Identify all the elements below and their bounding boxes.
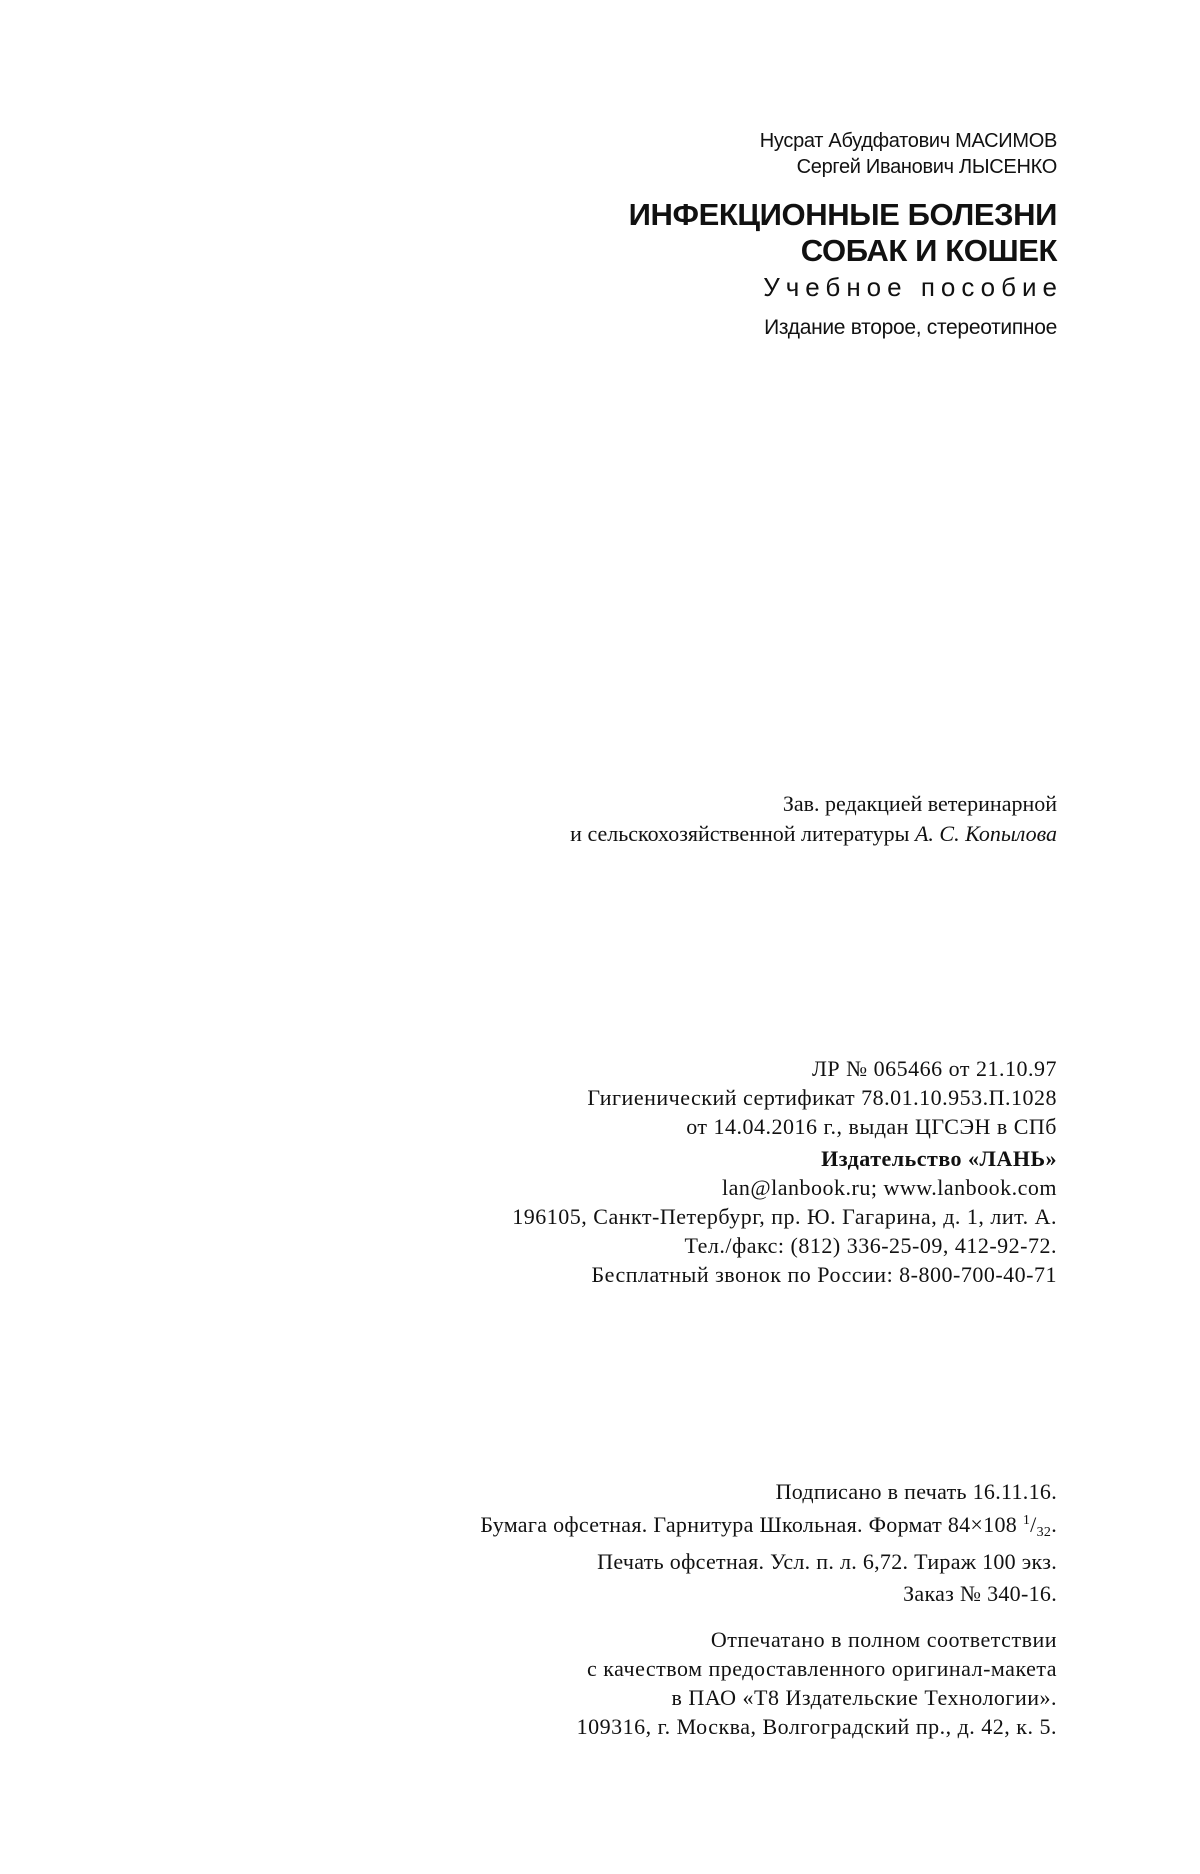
editor-line-prefix: и сельскохозяйственной литературы — [570, 821, 915, 846]
authors-block — [760, 128, 1057, 180]
publisher-name: Издательство «ЛАНЬ» — [821, 1146, 1057, 1171]
license-line: ЛР № 065466 от 21.10.97 — [812, 1056, 1057, 1081]
format-fraction-denominator: 32 — [1036, 1525, 1052, 1540]
license-line: от 14.04.2016 г., выдан ЦГСЭН в СПб — [686, 1114, 1057, 1139]
format-suffix: . — [1051, 1512, 1057, 1537]
print-line: Печать офсетная. Усл. п. л. 6,72. Тираж 100 экз. — [597, 1549, 1057, 1574]
license-line: Гигиенический сертификат 78.01.10.953.П.1028 — [587, 1085, 1057, 1110]
book-title — [629, 197, 1057, 269]
format-line — [480, 1506, 1057, 1547]
editor-line: Зав. редакцией ветеринарной — [782, 791, 1057, 816]
format-fraction-slash: / — [1030, 1512, 1037, 1537]
publisher-line: lan@lanbook.ru; www.lanbook.com — [722, 1175, 1057, 1200]
editor-block — [570, 789, 1057, 849]
editor-line — [570, 819, 1057, 849]
printer-line: в ПАО «Т8 Издательские Технологии». — [671, 1685, 1057, 1710]
print-info-block — [480, 1477, 1057, 1576]
format-prefix: Бумага офсетная. Гарнитура Школьная. Формат 84×108 — [480, 1512, 1023, 1537]
license-block — [587, 1054, 1057, 1141]
edition-text: Издание второе, стереотипное — [764, 316, 1057, 339]
publisher-line: Тел./факс: (812) 336-25-09, 412-92-72. — [684, 1233, 1057, 1258]
editor-name: А. С. Копылова — [914, 821, 1057, 846]
book-title-line: СОБАК И КОШЕК — [800, 233, 1057, 268]
book-type-text: Учебное пособие — [763, 272, 1063, 302]
signed-date: Подписано в печать 16.11.16. — [775, 1479, 1057, 1504]
printer-line: с качеством предоставленного оригинал-макета — [587, 1656, 1057, 1681]
publisher-line: 196105, Санкт-Петербург, пр. Ю. Гагарина, д. 1, лит. А. — [512, 1204, 1057, 1229]
format-fraction-numerator: 1 — [1022, 1513, 1031, 1528]
publisher-block — [512, 1144, 1057, 1289]
author-name: Нусрат Абудфатович МАСИМОВ — [759, 130, 1057, 152]
publisher-line: Бесплатный звонок по России: 8-800-700-40-71 — [591, 1262, 1057, 1287]
order-text: Заказ № 340-16. — [903, 1581, 1057, 1606]
edition-info — [764, 315, 1057, 341]
order-number — [903, 1579, 1057, 1608]
book-title-line: ИНФЕКЦИОННЫЕ БОЛЕЗНИ — [628, 197, 1057, 232]
printer-line: Отпечатано в полном соответствии — [710, 1627, 1057, 1652]
printer-line: 109316, г. Москва, Волгоградский пр., д. 42, к. 5. — [576, 1714, 1057, 1739]
book-type — [763, 271, 1063, 303]
author-name: Сергей Иванович ЛЫСЕНКО — [796, 156, 1057, 178]
printer-block — [577, 1625, 1057, 1741]
